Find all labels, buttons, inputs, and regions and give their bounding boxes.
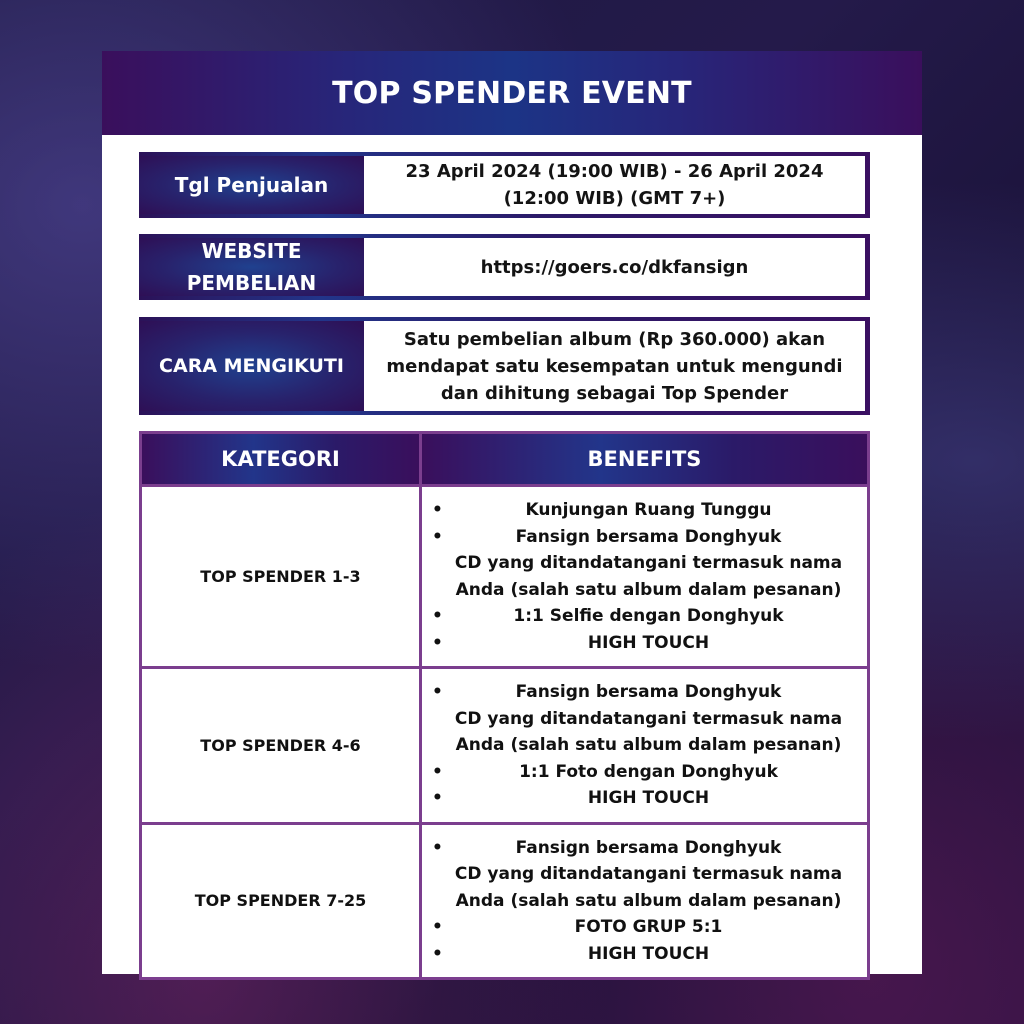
benefit-item — [432, 497, 859, 524]
how-to-join-row — [139, 317, 870, 415]
sale-date-label: Tgl Penjualan — [139, 156, 364, 214]
benefit-text: Kunjungan Ruang Tunggu — [525, 500, 772, 520]
bullet-icon: • — [432, 761, 443, 782]
benefit-item — [432, 679, 859, 706]
benefit-item — [432, 603, 859, 630]
category-cell: TOP SPENDER 1-3 — [141, 486, 421, 668]
benefit-item — [432, 785, 859, 812]
bullet-icon: • — [432, 526, 443, 547]
benefit-text: HIGH TOUCH — [587, 788, 710, 808]
category-cell: TOP SPENDER 4-6 — [141, 668, 421, 824]
website-link[interactable]: https://goers.co/dkfansign — [364, 238, 865, 296]
bullet-icon: • — [432, 943, 443, 964]
benefit-item — [432, 914, 859, 941]
benefit-text: Fansign bersama Donghyuk — [515, 682, 782, 702]
benefit-item — [432, 861, 859, 914]
benefit-item — [432, 835, 859, 862]
table-row — [141, 668, 869, 824]
benefit-item — [432, 759, 859, 786]
how-to-join-label: CARA MENGIKUTI — [139, 321, 364, 411]
benefit-text: HIGH TOUCH — [587, 632, 710, 653]
benefit-text: CD yang ditandatangani termasuk nama Anda (salah satu album dalam pesanan) — [454, 864, 843, 911]
benefit-item — [432, 941, 859, 968]
benefits-cell — [421, 668, 869, 824]
card-header — [102, 51, 922, 135]
how-to-join-value: Satu pembelian album (Rp 360.000) akan mendapat satu kesempatan untuk mengundi dan dihitung sebagai Top Spender — [364, 321, 865, 411]
benefit-text: 1:1 Foto dengan Donghyuk — [519, 761, 778, 782]
benefit-list — [432, 497, 859, 656]
benefit-item — [432, 524, 859, 551]
benefit-text: FOTO GRUP 5:1 — [574, 917, 723, 937]
benefit-text: CD yang ditandatangani termasuk nama Anda (salah satu album dalam pesanan) — [454, 553, 843, 600]
benefit-text: HIGH TOUCH — [587, 943, 710, 964]
column-header-category: KATEGORI — [141, 433, 421, 486]
benefit-text: Fansign bersama Donghyuk — [515, 526, 782, 547]
sale-date-value: 23 April 2024 (19:00 WIB) - 26 April 2024 (12:00 WIB) (GMT 7+) — [364, 156, 865, 214]
benefit-text: Fansign bersama Donghyuk — [515, 837, 782, 858]
bullet-icon: • — [432, 788, 443, 808]
bullet-icon: • — [432, 837, 443, 858]
table-header-row — [141, 433, 869, 486]
website-label: WEBSITE PEMBELIAN — [139, 238, 364, 296]
category-cell: TOP SPENDER 7-25 — [141, 823, 421, 979]
benefits-cell — [421, 486, 869, 668]
benefits-table — [139, 431, 870, 980]
bullet-icon: • — [432, 632, 443, 653]
benefit-list — [432, 835, 859, 968]
sale-date-row — [139, 152, 870, 218]
benefit-list — [432, 679, 859, 812]
table-row — [141, 486, 869, 668]
benefit-text: 1:1 Selfie dengan Donghyuk — [513, 606, 784, 626]
benefit-item — [432, 630, 859, 657]
bullet-icon: • — [432, 606, 443, 626]
column-header-benefits: BENEFITS — [421, 433, 869, 486]
website-row — [139, 234, 870, 300]
benefit-item — [432, 550, 859, 603]
bullet-icon: • — [432, 917, 443, 937]
event-card — [102, 51, 922, 974]
bullet-icon: • — [432, 682, 443, 702]
benefit-item — [432, 706, 859, 759]
benefit-text: CD yang ditandatangani termasuk nama Anda (salah satu album dalam pesanan) — [454, 708, 843, 755]
bullet-icon: • — [432, 500, 443, 520]
benefits-cell — [421, 823, 869, 979]
table-row — [141, 823, 869, 979]
page-title: TOP SPENDER EVENT — [332, 75, 692, 111]
